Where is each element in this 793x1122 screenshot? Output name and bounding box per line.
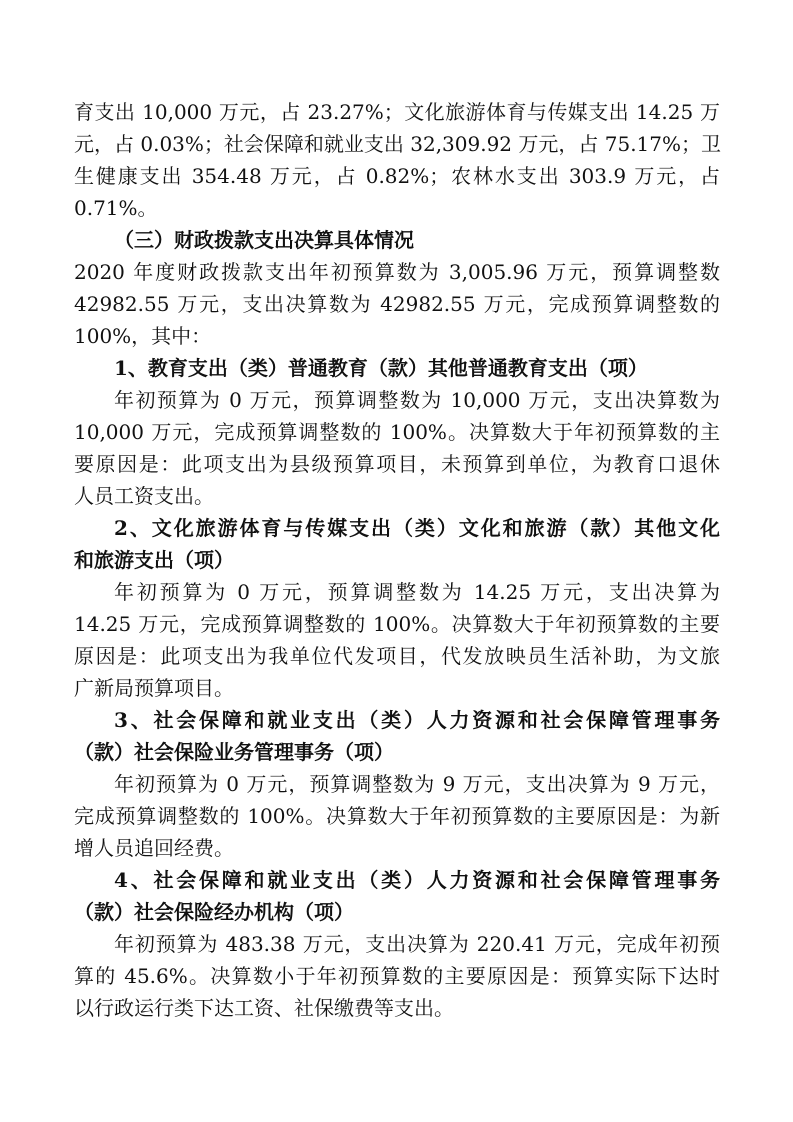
body-text-line: 算的 45.6%。决算数小于年初预算数的主要原因是：预算实际下达时 [74, 964, 720, 988]
body-text-line: 人员工资支出。 [74, 484, 214, 508]
body-text-line: 14.25 万元，完成预算调整数的 100%。决算数大于年初预算数的主要 [74, 612, 720, 636]
item-heading: 和旅游支出（项） [74, 548, 234, 572]
body-text-line: 原因是：此项支出为我单位代发项目，代发放映员生活补助，为文旅 [74, 644, 720, 668]
body-text-line: 育支出 10,000 万元，占 23.27%；文化旅游体育与传媒支出 14.25 万 [74, 100, 720, 124]
item-heading: 3、社会保障和就业支出（类）人力资源和社会保障管理事务 [114, 708, 720, 732]
body-text-line: 100%，其中： [74, 324, 212, 348]
body-text-line: 完成预算调整数的 100%。决算数大于年初预算数的主要原因是：为新 [74, 804, 720, 828]
item-heading: 1、教育支出（类）普通教育（款）其他普通教育支出（项） [114, 356, 648, 380]
body-text-line: 广新局预算项目。 [74, 676, 234, 700]
body-text-line: 元，占 0.03%；社会保障和就业支出 32,309.92 万元，占 75.17%；卫 [74, 132, 722, 156]
item-heading: 2、文化旅游体育与传媒支出（类）文化和旅游（款）其他文化 [114, 516, 720, 540]
item-heading: （款）社会保险经办机构（项） [74, 900, 354, 924]
item-heading: （款）社会保险业务管理事务（项） [74, 740, 394, 764]
body-text-line: 0.71%。 [74, 196, 158, 220]
body-text-line: 10,000 万元，完成预算调整数的 100%。决算数大于年初预算数的主 [74, 420, 720, 444]
body-text-line: 年初预算为 0 万元，预算调整数为 9 万元，支出决算为 9 万元， [114, 772, 720, 796]
body-text-line: 生健康支出 354.48 万元，占 0.82%；农林水支出 303.9 万元，占 [74, 164, 720, 188]
item-heading: 4、社会保障和就业支出（类）人力资源和社会保障管理事务 [114, 868, 720, 892]
body-text-line: 年初预算为 0 万元，预算调整数为 10,000 万元，支出决算数为 [114, 388, 720, 412]
body-text-line: 2020 年度财政拨款支出年初预算数为 3,005.96 万元，预算调整数 [74, 260, 720, 284]
body-text-line: 42982.55 万元，支出决算数为 42982.55 万元，完成预算调整数的 [74, 292, 720, 316]
body-text-line: 要原因是：此项支出为县级预算项目，未预算到单位，为教育口退休 [74, 452, 720, 476]
body-text-line: 增人员追回经费。 [74, 836, 234, 860]
body-text-line: 年初预算为 0 万元，预算调整数为 14.25 万元，支出决算为 [114, 580, 720, 604]
section-heading: （三）财政拨款支出决算具体情况 [114, 228, 414, 252]
body-text-line: 以行政运行类下达工资、社保缴费等支出。 [74, 996, 454, 1020]
body-text-line: 年初预算为 483.38 万元，支出决算为 220.41 万元，完成年初预 [114, 932, 720, 956]
